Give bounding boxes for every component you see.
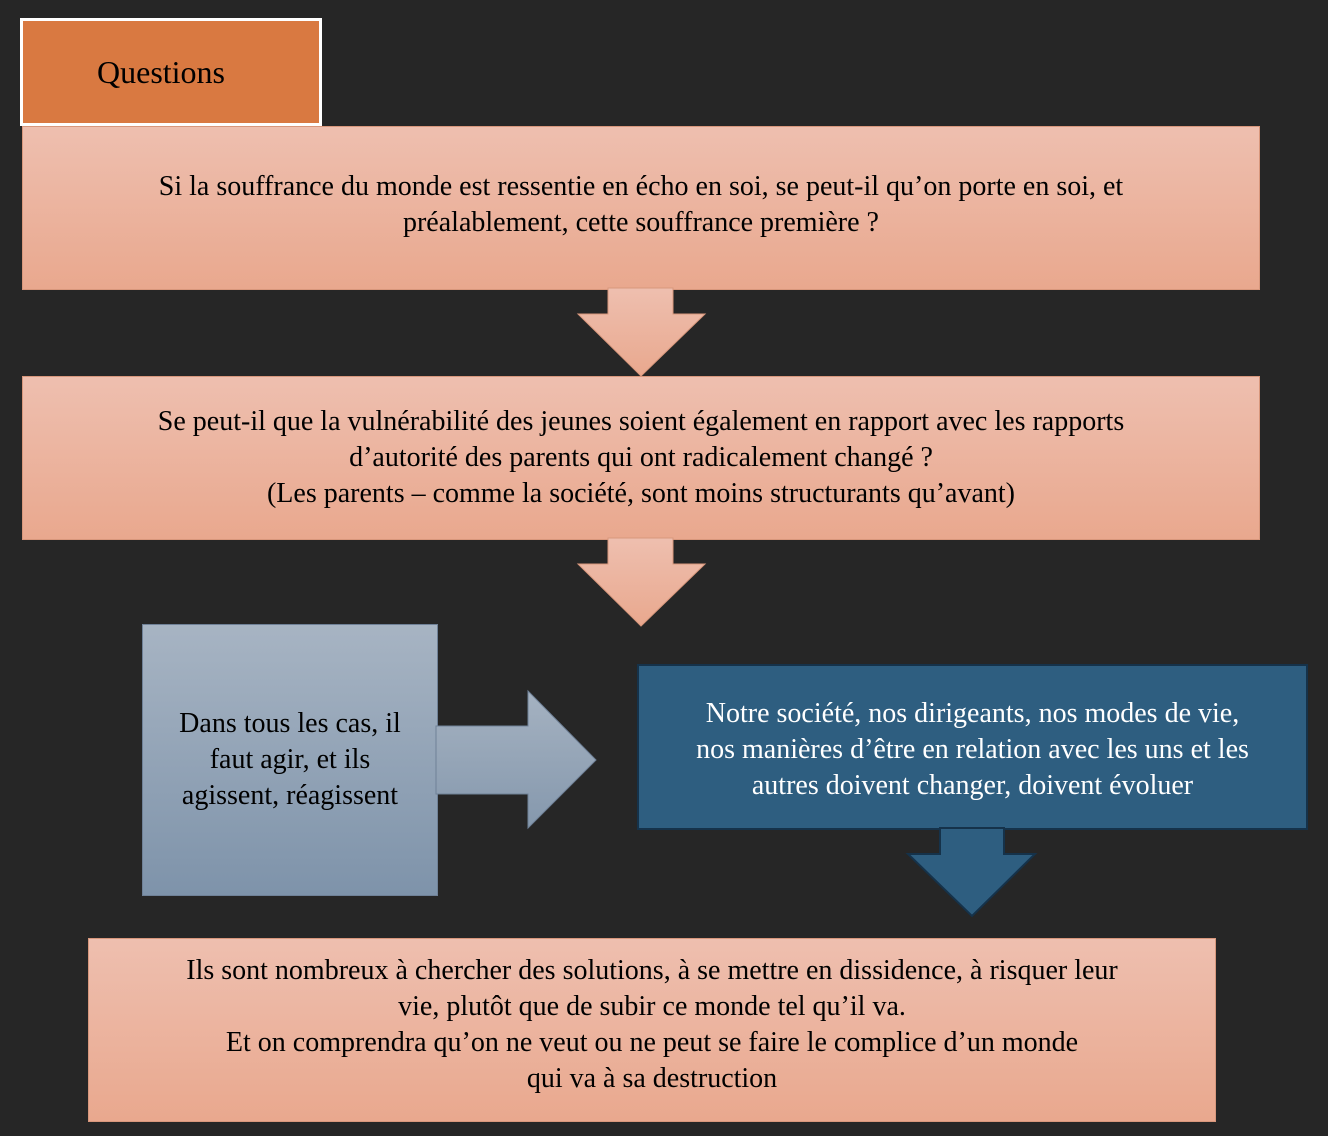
question-2-line: (Les parents – comme la société, sont moins structurants qu’avant) — [266, 478, 1015, 509]
question-2-line: d’autorité des parents qui ont radicalement changé ? — [349, 442, 933, 473]
question-1-line: Si la souffrance du monde est ressentie en écho en soi, se peut-il qu’on porte en soi, et — [158, 171, 1124, 202]
question-2-box — [22, 376, 1260, 540]
conclusion-line: qui va à sa destruction — [526, 1063, 778, 1094]
action-box — [142, 624, 438, 896]
questions-title: Questions — [97, 54, 225, 90]
conclusion-line: vie, plutôt que de subir ce monde tel qu’il va. — [398, 991, 906, 1022]
conclusion-line: Ils sont nombreux à chercher des solutions, à se mettre en dissidence, à risquer leur — [186, 955, 1118, 986]
action-line: Dans tous les cas, il — [179, 708, 401, 739]
conclusion-box — [88, 938, 1216, 1122]
question-1-line: préalablement, cette souffrance première ? — [402, 207, 879, 238]
question-1-box — [22, 126, 1260, 290]
right-arrow — [436, 691, 598, 829]
change-line: nos manières d’être en relation avec les uns et les — [696, 734, 1249, 765]
change-box — [637, 664, 1308, 830]
conclusion-line: Et on comprendra qu’on ne veut ou ne peut se faire le complice d’un monde — [225, 1027, 1079, 1058]
down-arrow-navy — [908, 828, 1036, 918]
action-line: agissent, réagissent — [181, 780, 399, 811]
action-line: faut agir, et ils — [209, 744, 371, 775]
question-2-line: Se peut-il que la vulnérabilité des jeunes soient également en rapport avec les rapports — [157, 406, 1125, 437]
change-line: Notre société, nos dirigeants, nos modes de vie, — [705, 698, 1240, 729]
questions-title-box — [20, 18, 322, 126]
down-arrow-1 — [578, 288, 706, 378]
down-arrow-2 — [578, 538, 706, 628]
change-line: autres doivent changer, doivent évoluer — [751, 770, 1194, 801]
